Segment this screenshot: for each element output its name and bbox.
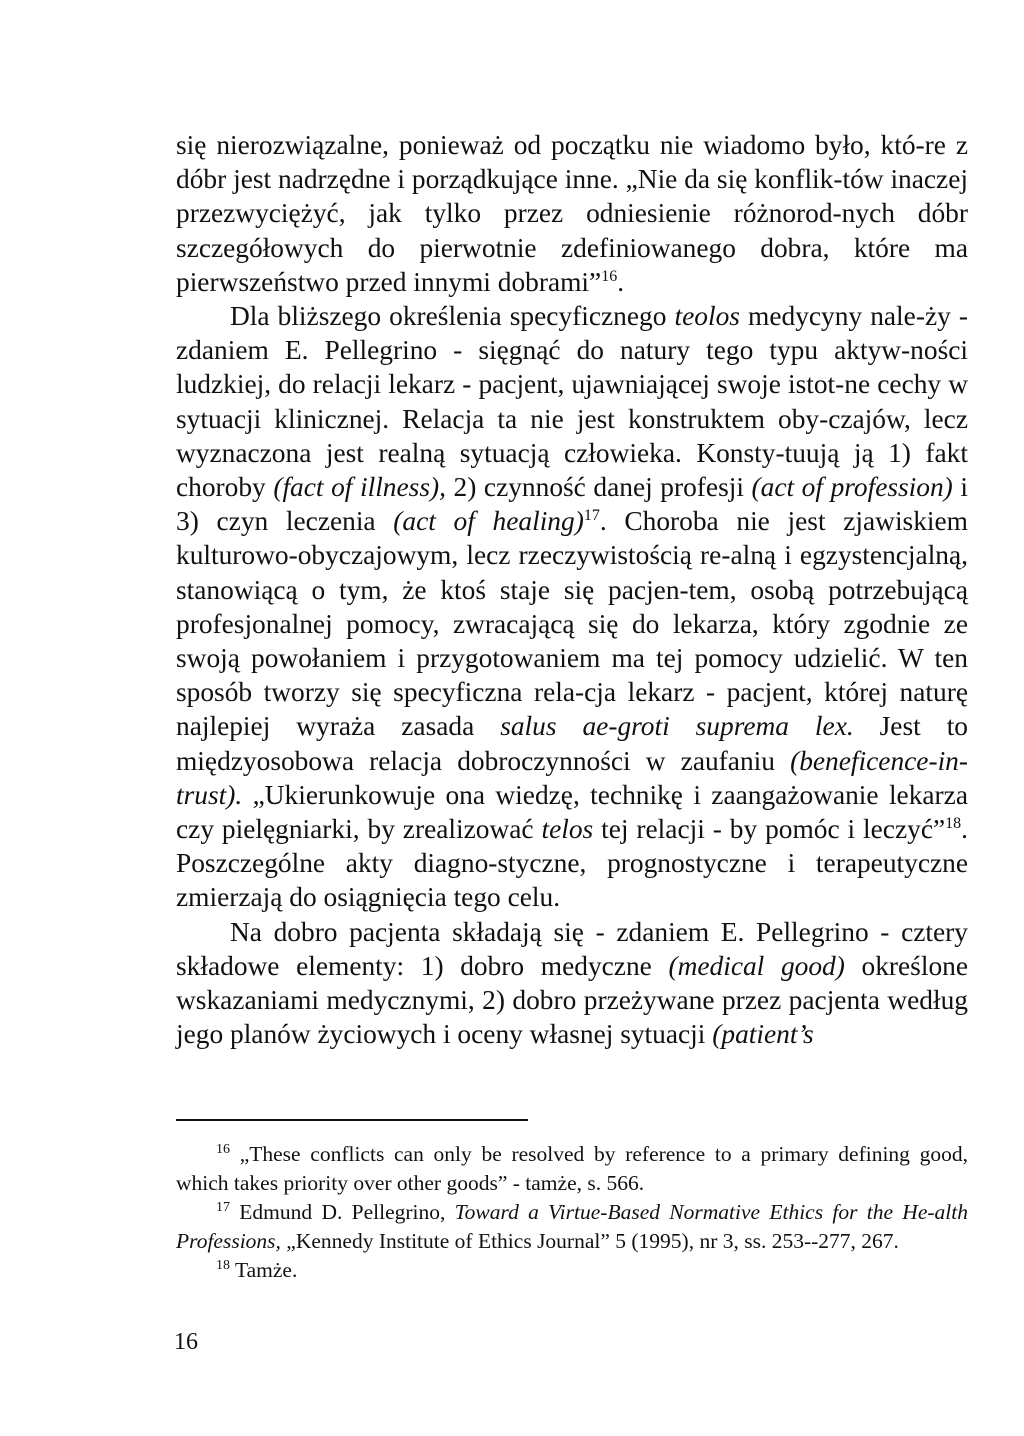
text-segment: się nierozwiązalne, ponieważ od początku nie wiadomo było, któ-re z dóbr jest nadrzędne i porządkujące inne. „Nie da się konflik-tów inaczej przezwyciężyć, jak tylko przez odniesienie różnorod-nych dóbr szczegółowych do pierwotnie zdefiniowanego dobra, które ma pierwszeństwo przed innymi dobrami”: [176, 130, 968, 297]
italic-term: (act of profession): [751, 472, 953, 503]
paragraph-3: [176, 915, 968, 1052]
italic-term: (fact of illness),: [273, 472, 446, 503]
text-segment: tej relacji - by pomóc i leczyć”: [593, 814, 946, 845]
footnote-18: [176, 1256, 968, 1285]
text-segment: .: [617, 266, 625, 297]
text-segment: medycyny nale-ży - zdaniem E. Pellegrino - sięgnąć do natury tego typu aktyw-ności ludzkiej, do relacji lekarz - pacjent, ujawniającej swoje istot-ne cechy w sytuacji klinicznej. Relacja ta nie jest konstruktem oby-czajów, lecz wyznaczona jest realną sytuacją człowieka. Konsty-tuują ją 1) fakt choroby: [176, 301, 968, 503]
footnote-17: [176, 1198, 968, 1256]
footnote-ref-16: 16: [601, 267, 618, 285]
footnote-text: „Kennedy Institute of Ethics Journal” 5 (1995), nr 3, ss. 253--277, 267.: [280, 1229, 899, 1253]
italic-term: (beneficence-in-trust).: [176, 745, 968, 810]
italic-term: salus ae-groti suprema lex.: [500, 711, 854, 742]
footnote-text: „These conflicts can only be resolved by reference to a primary defining good, which takes priority over other goods” - tamże, s. 566.: [176, 1142, 968, 1195]
text-segment: Na dobro pacjenta składają się - zdaniem E. Pellegrino - cztery składowe elementy: 1) dobro medyczne: [176, 916, 968, 981]
page-number: 16: [174, 1329, 198, 1355]
main-text: [176, 128, 968, 1051]
italic-term-teolos: teolos: [674, 301, 740, 332]
text-segment: . Choroba nie jest zjawiskiem kulturowo-obyczajowym, lecz rzeczywistością re-alną i egzystencjalną, stanowiącą o tym, że ktoś staje się pacjen-tem, osobą potrzebującą profesjonalnej pomocy, zwracającą się do lekarza, który zgodnie ze swoją powołaniem i przygotowaniem ma tej pomocy udzielić. W ten sposób tworzy się specyficzna rela-cja lekarz - pacjent, której naturę najlepiej wyraża zasada: [176, 506, 968, 742]
footnotes: [176, 1140, 968, 1285]
footnote-title: Toward a Virtue-Based Normative Ethics for the He-alth Professions,: [176, 1200, 968, 1253]
italic-term: (medical good): [668, 950, 845, 981]
text-segment: i 3) czyn leczenia: [176, 472, 968, 537]
footnote-ref-17: 17: [583, 507, 600, 525]
footnote-number: 17: [216, 1200, 230, 1215]
text-segment: Dla bliższego określenia specyficznego: [230, 301, 675, 332]
italic-term: (act of healing): [393, 506, 584, 537]
italic-term: (patient’s: [712, 1019, 814, 1050]
footnote-ref-18: 18: [945, 815, 962, 833]
text-segment: określone wskazaniami medycznymi, 2) dobro przeżywane przez pacjenta według jego planów życiowych i oceny własnej sytuacji: [176, 950, 968, 1050]
footnote-number: 16: [216, 1142, 230, 1157]
footnote-text: Tamże.: [230, 1258, 298, 1282]
paragraph-1: [176, 128, 968, 299]
footnote-text: Edmund D. Pellegrino,: [230, 1200, 455, 1224]
text-segment: . Poszczególne akty diagno-styczne, prognostyczne i terapeutyczne zmierzają do osiągnięcia tego celu.: [176, 814, 968, 913]
text-segment: „Ukierunkowuje ona wiedzę, technikę i zaangażowanie lekarza czy pielęgniarki, by zrealizować: [176, 779, 968, 845]
paragraph-2: [176, 299, 968, 915]
footnote-16: [176, 1140, 968, 1198]
footnote-separator: [176, 1119, 528, 1121]
text-segment: 2) czynność danej profesji: [445, 472, 752, 503]
italic-term-telos: telos: [541, 814, 594, 845]
footnote-number: 18: [216, 1258, 230, 1273]
text-segment: Jest to międzyosobowa relacja dobroczynności w zaufaniu: [176, 711, 968, 776]
